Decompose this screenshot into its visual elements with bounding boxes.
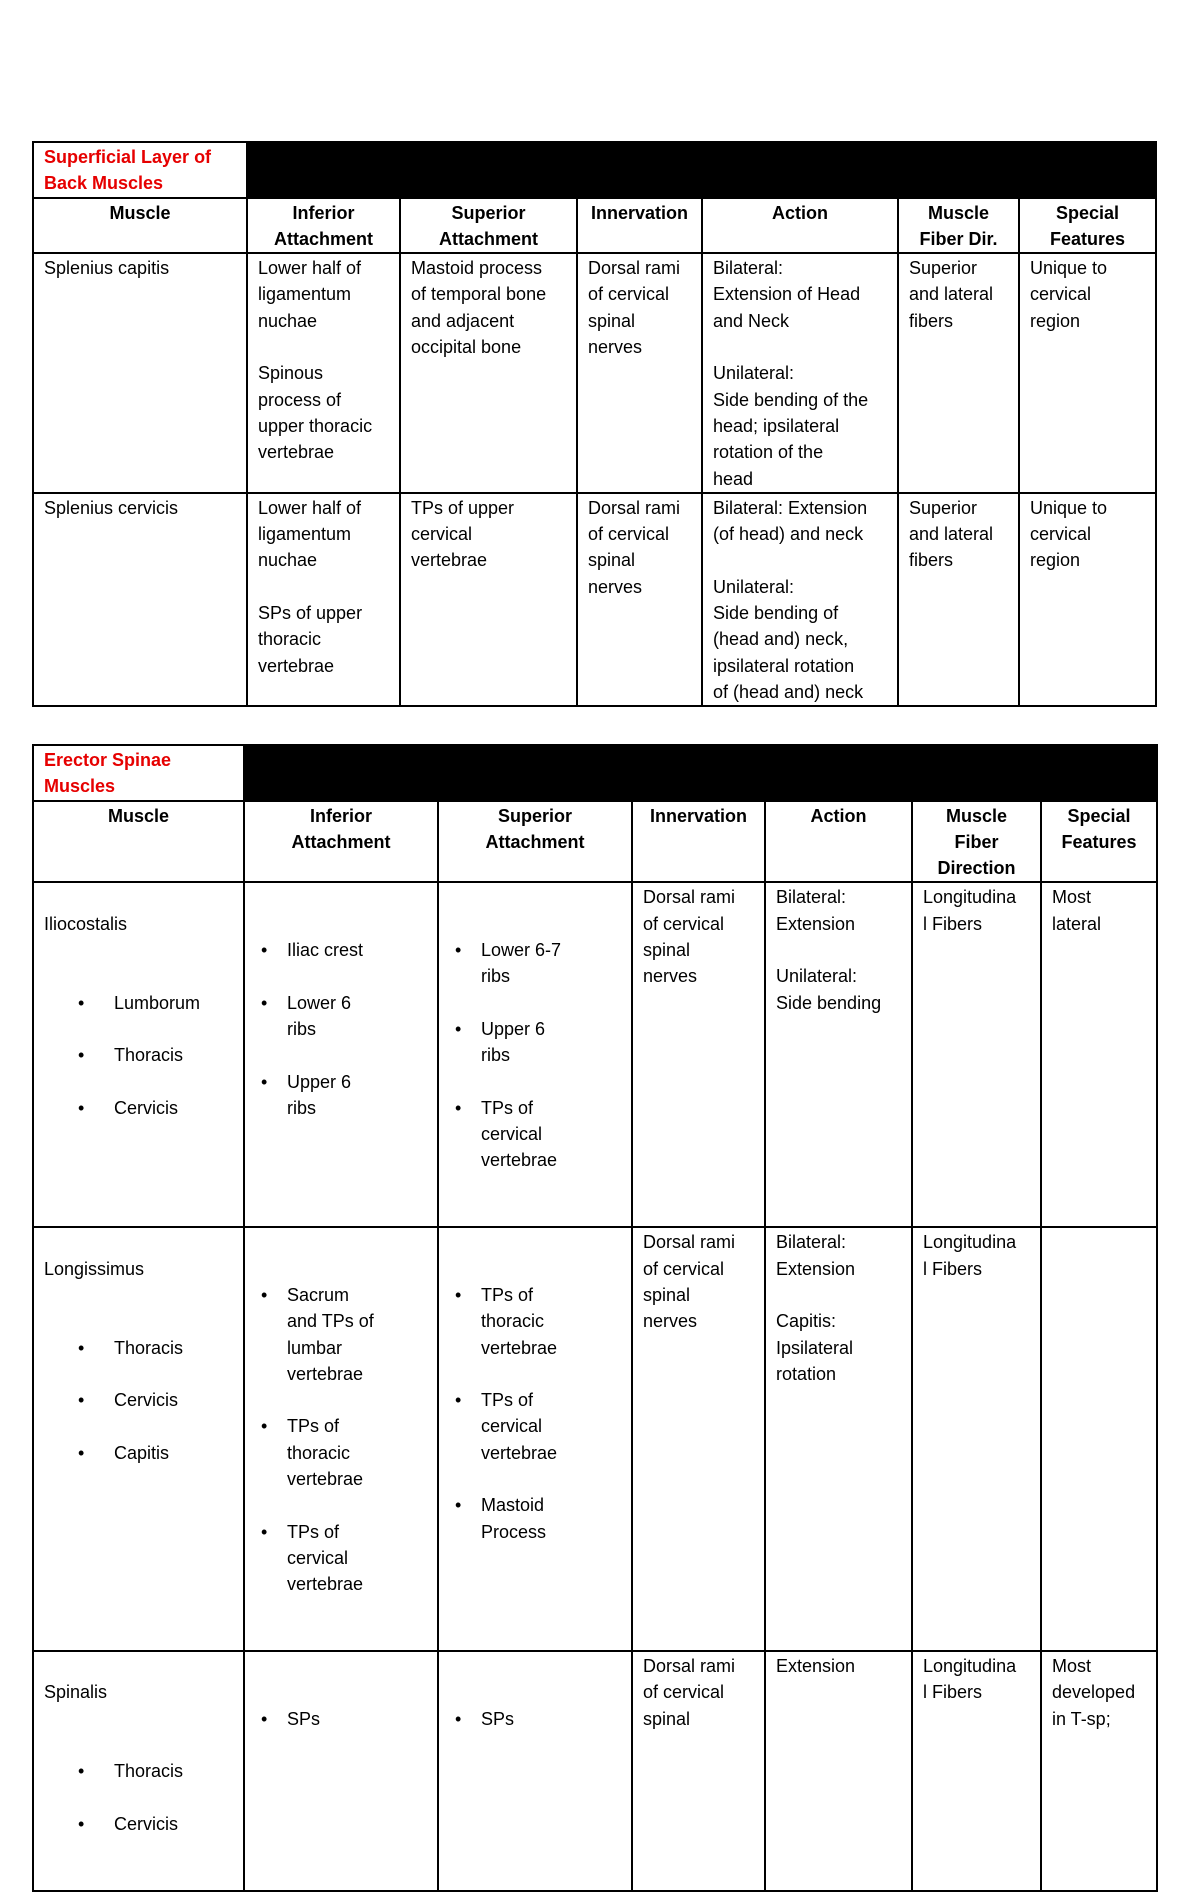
list-item: • Cervicis — [44, 1095, 233, 1121]
list-item: • Lower 6 ribs — [255, 990, 427, 1043]
list-item: • Upper 6 ribs — [449, 1016, 621, 1069]
list-item: • Cervicis — [44, 1387, 233, 1413]
title-bar — [247, 142, 1156, 198]
header-row — [33, 801, 1157, 883]
superficial-back-muscles-table — [32, 141, 1157, 707]
table-title: Superficial Layer of Back Muscles — [33, 142, 247, 198]
inferior-cell: Lower half of ligamentum nuchae Spinous process of upper thoracic vertebrae — [247, 253, 400, 493]
header-inferior-attachment: Inferior Attachment — [247, 198, 400, 254]
list-item: • TPs of cervical vertebrae — [449, 1387, 621, 1466]
table-row — [33, 1651, 1157, 1891]
superior-cell — [438, 882, 632, 1227]
header-innervation: Innervation — [577, 198, 702, 254]
header-superior-attachment: Superior Attachment — [400, 198, 577, 254]
list-item: • TPs of cervical vertebrae — [449, 1095, 621, 1174]
special-cell — [1041, 1227, 1157, 1651]
header-action: Action — [765, 801, 912, 883]
table-row — [33, 882, 1157, 1227]
muscle-cell: Splenius cervicis — [33, 493, 247, 706]
superior-list — [449, 1256, 621, 1572]
action-cell: Bilateral: Extension Unilateral: Side bending — [765, 882, 912, 1227]
header-special-features: Special Features — [1019, 198, 1156, 254]
superior-cell: TPs of upper cervical vertebrae — [400, 493, 577, 706]
header-row — [33, 198, 1156, 254]
table-row — [33, 253, 1156, 493]
list-item: • Lower 6-7 ribs — [449, 937, 621, 990]
muscle-cell — [33, 1651, 244, 1891]
inferior-list — [255, 1256, 427, 1624]
list-item: • Sacrum and TPs of lumbar vertebrae — [255, 1282, 427, 1387]
list-item: • Iliac crest — [255, 937, 427, 963]
fiber-cell: Superior and lateral fibers — [898, 493, 1019, 706]
table-row — [33, 493, 1156, 706]
inferior-cell — [244, 1227, 438, 1651]
header-fiber-direction: Muscle Fiber Direction — [912, 801, 1041, 883]
fiber-cell: Superior and lateral fibers — [898, 253, 1019, 493]
superior-list — [449, 1679, 621, 1758]
header-inferior-attachment: Inferior Attachment — [244, 801, 438, 883]
header-innervation: Innervation — [632, 801, 765, 883]
list-item: • TPs of thoracic vertebrae — [255, 1413, 427, 1492]
innervation-cell: Dorsal rami of cervical spinal nerves — [577, 493, 702, 706]
list-item: • Thoracis — [44, 1042, 233, 1068]
table-title: Erector Spinae Muscles — [33, 745, 244, 801]
header-fiber-direction: Muscle Fiber Dir. — [898, 198, 1019, 254]
innervation-cell: Dorsal rami of cervical spinal nerves — [632, 882, 765, 1227]
list-item: • Thoracis — [44, 1335, 233, 1361]
list-item: • Capitis — [44, 1440, 233, 1466]
fiber-cell: Longitudina l Fibers — [912, 1227, 1041, 1651]
header-muscle: Muscle — [33, 198, 247, 254]
innervation-cell: Dorsal rami of cervical spinal nerves — [632, 1227, 765, 1651]
list-item: • Lumborum — [44, 990, 233, 1016]
muscle-cell — [33, 882, 244, 1227]
special-cell: Unique to cervical region — [1019, 253, 1156, 493]
special-cell: Most lateral — [1041, 882, 1157, 1227]
action-cell: Bilateral: Extension (of head) and neck Unilateral: Side bending of (head and) neck, ipsilateral rotation of (head and) neck — [702, 493, 898, 706]
header-muscle: Muscle — [33, 801, 244, 883]
special-cell: Unique to cervical region — [1019, 493, 1156, 706]
list-item: • TPs of thoracic vertebrae — [449, 1282, 621, 1361]
superior-list — [449, 911, 621, 1200]
innervation-cell: Dorsal rami of cervical spinal nerves — [577, 253, 702, 493]
list-item: • Thoracis — [44, 1758, 233, 1784]
muscle-cell: Splenius capitis — [33, 253, 247, 493]
inferior-list — [255, 1679, 427, 1758]
list-item: • SPs — [255, 1706, 427, 1732]
title-bar — [244, 745, 1157, 801]
list-item: • Mastoid Process — [449, 1492, 621, 1545]
action-cell: Extension — [765, 1651, 912, 1891]
header-special-features: Special Features — [1041, 801, 1157, 883]
list-item: • TPs of cervical vertebrae — [255, 1519, 427, 1598]
innervation-cell: Dorsal rami of cervical spinal — [632, 1651, 765, 1891]
inferior-cell — [244, 882, 438, 1227]
fiber-cell: Longitudina l Fibers — [912, 882, 1041, 1227]
fiber-cell: Longitudina l Fibers — [912, 1651, 1041, 1891]
muscle-name: Spinalis — [44, 1682, 108, 1703]
muscle-name: Longissimus — [44, 1258, 145, 1279]
subdivision-list — [44, 963, 233, 1147]
inferior-list — [255, 911, 427, 1148]
muscle-name: Iliocostalis — [44, 913, 128, 934]
superior-cell — [438, 1651, 632, 1891]
list-item: • SPs — [449, 1706, 621, 1732]
action-cell: Bilateral: Extension Capitis: Ipsilateral rotation — [765, 1227, 912, 1651]
inferior-cell: Lower half of ligamentum nuchae SPs of upper thoracic vertebrae — [247, 493, 400, 706]
action-cell: Bilateral: Extension of Head and Neck Unilateral: Side bending of the head; ipsilateral rotation of the head — [702, 253, 898, 493]
table-row — [33, 1227, 1157, 1651]
special-cell: Most developed in T-sp; — [1041, 1651, 1157, 1891]
superior-cell — [438, 1227, 632, 1651]
inferior-cell — [244, 1651, 438, 1891]
list-item: • Upper 6 ribs — [255, 1069, 427, 1122]
muscle-cell — [33, 1227, 244, 1651]
superior-cell: Mastoid process of temporal bone and adjacent occipital bone — [400, 253, 577, 493]
erector-spinae-muscles-table — [32, 744, 1158, 1892]
header-superior-attachment: Superior Attachment — [438, 801, 632, 883]
subdivision-list — [44, 1732, 233, 1863]
header-action: Action — [702, 198, 898, 254]
subdivision-list — [44, 1308, 233, 1492]
list-item: • Cervicis — [44, 1811, 233, 1837]
